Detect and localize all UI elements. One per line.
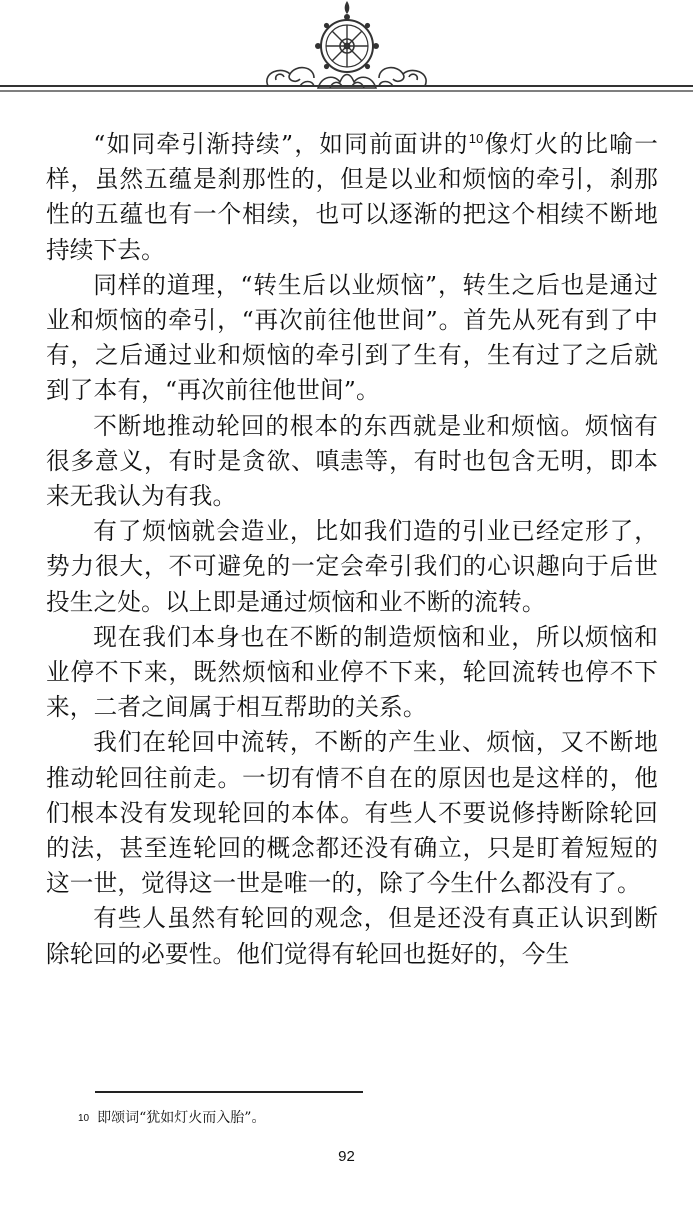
page-number: 92 — [338, 1148, 355, 1165]
paragraph: 同样的道理，“转生后以业烦恼”，转生之后也是通过业和烦恼的牵引，“再次前往他世间”。首先从死有到了中有，之后通过业和烦恼的牵引到了生有，生有过了之后就到了本有，“再次前往他世间”。 — [46, 270, 658, 405]
paragraph-text: “如同牵引渐持续”，如同前面讲的 — [93, 130, 469, 158]
footnote-number: 10 — [78, 1113, 90, 1124]
paragraph: 有了烦恼就会造业，比如我们造的引业已经定形了，势力很大，不可避免的一定会牵引我们的心识趣向于后世投生之处。以上即是通过烦恼和业不断的流转。 — [46, 517, 658, 616]
paragraph — [46, 127, 658, 268]
dharma-wheel-icon — [0, 0, 693, 110]
paragraph: 有些人虽然有轮回的观念，但是还没有真正认识到断除轮回的必要性。他们觉得有轮回也挺好的，今生 — [46, 904, 658, 968]
footnote-text: 即颂词“犹如灯火而入胎”。 — [97, 1110, 266, 1126]
footnote-divider — [95, 1091, 363, 1093]
main-text — [46, 127, 658, 972]
footnote — [78, 1108, 265, 1129]
page-header-ornament — [0, 0, 693, 110]
paragraph: 不断地推动轮回的根本的东西就是业和烦恼。烦恼有很多意义，有时是贪欲、嗔恚等，有时也包含无明，即本来无我认为有我。 — [46, 411, 658, 511]
paragraph: 我们在轮回中流转，不断的产生业、烦恼，又不断地推动轮回往前走。一切有情不自在的原因也是这样的，他们根本没有发现轮回的本体。有些人不要说修持断除轮回的法，甚至连轮回的概念都还没有确立，只是盯着短短的这一世，觉得这一世是唯一的，除了今生什么都没有了。 — [46, 728, 658, 898]
footnote-reference[interactable]: 10 — [468, 131, 484, 147]
paragraph-text: 像灯火的比喻一样，虽然五蕴是刹那性的，但是以业和烦恼的牵引，刹那性的五蕴也有一个相续，也可以逐渐的把这个相续不断地持续下去。 — [46, 130, 658, 264]
paragraph: 现在我们本身也在不断的制造烦恼和业，所以烦恼和业停不下来，既然烦恼和业停不下来，轮回流转也停不下来，二者之间属于相互帮助的关系。 — [46, 622, 658, 722]
